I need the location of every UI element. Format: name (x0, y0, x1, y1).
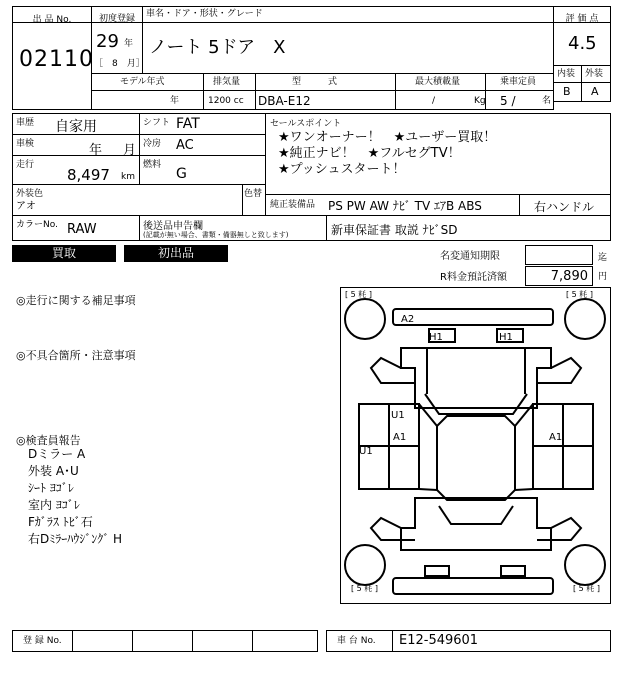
recycle-value: 7,890 (550, 269, 588, 284)
mileage-note: ◎走行に関する補足事項 (16, 294, 136, 307)
inspection-cell (12, 134, 140, 156)
damage-mark: A1 (549, 432, 563, 443)
exterior-color-value: アオ (16, 201, 36, 212)
mileage-cell (12, 155, 140, 185)
sales-line-3: ★プッシュスタート！ (278, 162, 406, 177)
sales-point-lines (278, 130, 496, 178)
repaint-label: 色替 (244, 189, 263, 199)
chassis-number-label: 車 台 No. (337, 636, 376, 646)
color-number-value: RAW (67, 222, 97, 237)
name-change-box (525, 245, 593, 265)
ac-label: 冷房 (143, 139, 162, 149)
recycle-box (525, 266, 593, 286)
damage-mark: U1 (391, 410, 405, 421)
inspection-month: 月 (123, 143, 137, 158)
damage-mark: U1 (359, 446, 373, 457)
inspector-line-6: 右Dﾐﾗｰﾊｳｼﾞﾝｸﾞ H (28, 532, 123, 546)
color-number-cell (12, 215, 140, 241)
rear-bumper (393, 578, 553, 594)
warranty-value: 新車保証書 取説 ﾅﾋﾞSD (331, 223, 458, 237)
type-value: DBA-E12 (258, 94, 311, 108)
defect-note: ◎不具合箇所・注意事項 (16, 349, 136, 362)
displacement-label: 排気量 (213, 77, 241, 87)
tire-depth-label: [ 5 粍 ] (573, 584, 600, 593)
history-cell (12, 113, 140, 135)
tire-front-left (345, 299, 385, 339)
windshield (425, 394, 527, 414)
equipment-label: 純正装備品 (270, 200, 316, 210)
interior-grade: B (563, 85, 571, 98)
grade-label: 評 価 点 (565, 14, 599, 24)
vehicle-name-value: ノート 5ドア X (149, 37, 286, 58)
equipment-value: PS PW AW ﾅﾋﾞ TV ｴｱB ABS (328, 199, 482, 213)
damage-mark: A2 (401, 314, 415, 325)
interior-label: 内装 (557, 69, 576, 79)
inspection-year: 年 (89, 143, 103, 158)
mileage-value: 8,497 (67, 166, 110, 184)
front-body (401, 348, 551, 408)
first-registration-label: 初度登録 (98, 14, 135, 24)
capacity-unit: 名 (542, 96, 552, 106)
damage-mark: A1 (393, 432, 407, 443)
exterior-color-cell (12, 184, 243, 216)
repaint-cell (242, 184, 266, 216)
max-load-value: / (432, 96, 436, 106)
inspector-label: ◎検査員報告 (16, 434, 81, 447)
lot-number-label: 出 品 No. (32, 15, 72, 25)
tire-rear-right (565, 545, 605, 585)
capacity-value: 5 / (500, 94, 516, 108)
damage-mark: H1 (429, 332, 443, 343)
sales-point-box (265, 113, 611, 195)
vehicle-name-box (142, 6, 554, 74)
handle-value: 右ハンドル (534, 200, 595, 214)
tire-rear-left (345, 545, 385, 585)
fuel-label: 燃料 (143, 160, 162, 170)
displacement-value: 1200 cc (208, 96, 244, 106)
model-year-label: モデル年式 (120, 77, 165, 87)
inspection-label: 車検 (16, 139, 35, 149)
exterior-color-label: 外装色 (16, 189, 44, 199)
tire-depth-label: [ 5 粍 ] (566, 290, 593, 299)
equipment-cell (265, 194, 520, 216)
fuel-cell (139, 155, 266, 185)
grade-value: 4.5 (568, 33, 597, 54)
damage-mark: H1 (499, 332, 513, 343)
inspector-line-4: 室内 ﾖｺﾞﾚ (28, 498, 80, 512)
rear-report-note: (記載が無い場合、書類・備器無しと致します) (143, 231, 289, 239)
spec-row (91, 73, 554, 110)
rear-report-label: 後送品申告欄 (143, 221, 203, 232)
type-label: 型 式 (292, 77, 338, 87)
first-registration-box (91, 6, 143, 74)
front-bumper (393, 309, 553, 325)
lot-number-box (12, 6, 92, 110)
registration-number-box (12, 630, 318, 652)
model-year-value: 年 (170, 96, 180, 106)
first-registration-month: ［ 8 月］ (94, 59, 145, 69)
inspector-line-2: 外装 A･U (28, 464, 79, 478)
first-registration-year: 29 (96, 31, 119, 52)
shift-label: シフト (143, 118, 171, 128)
car-diagram-svg (341, 288, 610, 603)
tire-front-right (565, 299, 605, 339)
max-load-unit: Kg (474, 96, 486, 106)
car-diagram (340, 287, 611, 604)
max-load-label: 最大積載量 (415, 77, 461, 87)
mileage-label: 走行 (16, 160, 35, 170)
ac-cell (139, 134, 266, 156)
name-change-label: 名変通知期限 (440, 251, 500, 262)
name-change-unit: 迄 (598, 253, 608, 263)
recycle-unit: 円 (598, 272, 608, 282)
ac-value: AC (176, 138, 194, 153)
chassis-number-value: E12-549601 (399, 633, 479, 648)
handle-cell (519, 194, 611, 216)
shift-value: FAT (176, 116, 200, 132)
rear-lamp-right (501, 566, 525, 576)
inspector-line-3: ｼｰﾄ ﾖｺﾞﾚ (28, 481, 74, 495)
inspector-line-1: Dミラー A (28, 447, 86, 461)
inspector-lines (28, 446, 122, 548)
year-unit: 年 (124, 39, 134, 49)
sales-line-1: ★ワンオーナー！ ★ユーザー買取！ (278, 130, 497, 145)
exterior-label: 外装 (585, 69, 604, 79)
grade-box (553, 6, 611, 102)
history-value: 自家用 (55, 119, 97, 135)
mileage-unit: km (121, 172, 135, 182)
warranty-cell (326, 215, 611, 241)
tire-depth-label: [ 5 粍 ] (345, 290, 372, 299)
vehicle-name-label: 車名・ドア・形状・グレード (146, 9, 263, 19)
color-number-label: カラーNo. (16, 220, 58, 230)
sales-point-label: セールスポイント (270, 119, 342, 129)
tire-depth-label: [ 5 粍 ] (351, 584, 378, 593)
lot-number-value: 02110 (19, 47, 94, 72)
rear-lamp-left (425, 566, 449, 576)
first-listing-button[interactable]: 初出品 (124, 245, 228, 262)
roof (437, 416, 515, 500)
capacity-label: 乗車定員 (500, 77, 537, 87)
sales-line-2: ★純正ナビ！ ★フルセグTV！ (278, 146, 461, 161)
rear-report-cell (139, 215, 327, 241)
recycle-label: R料金預託済額 (440, 272, 507, 283)
history-label: 車歴 (16, 118, 35, 128)
exterior-grade: A (591, 85, 599, 98)
chassis-number-box (326, 630, 611, 652)
registration-number-label: 登 録 No. (23, 636, 62, 646)
buy-button[interactable]: 買取 (12, 245, 116, 262)
fuel-value: G (176, 166, 187, 182)
inspector-line-5: Fｶﾞﾗｽ ﾄﾋﾞ石 (28, 515, 93, 529)
shift-cell (139, 113, 266, 135)
